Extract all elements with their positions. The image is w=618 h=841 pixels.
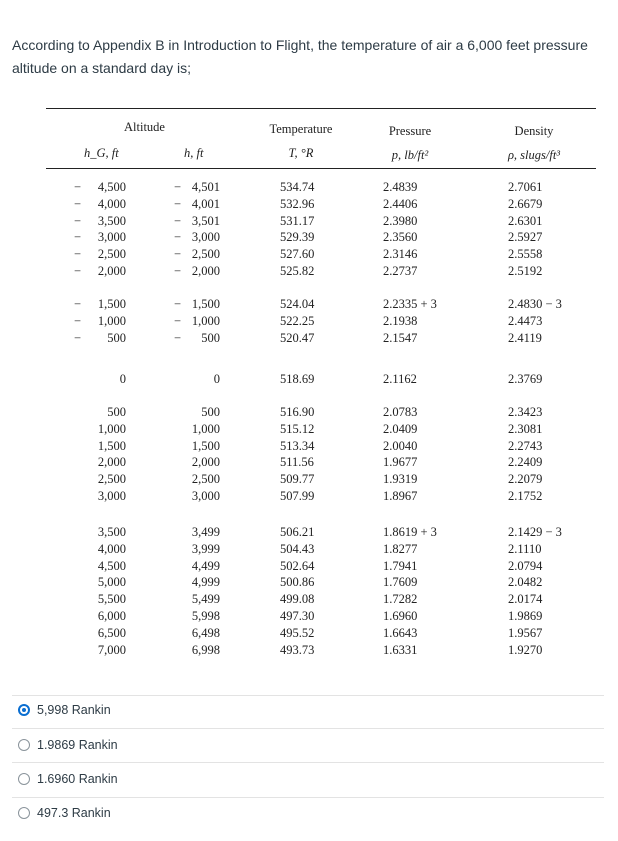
cell-hg: 6,500 [97, 625, 126, 640]
cell-hg: 1,000 [97, 313, 126, 328]
cell-rho: 2.1429 − 3 [508, 525, 562, 539]
cell-t: 497.30 [280, 609, 315, 623]
cell-hg: 6,000 [97, 609, 126, 623]
option-label: 497.3 Rankin [37, 806, 111, 820]
cell-t: 531.17 [280, 213, 315, 228]
cell-t: 529.39 [280, 230, 315, 245]
cell-h: 3,000 [191, 489, 220, 503]
cell-rho: 2.0482 [508, 575, 543, 590]
cell-t: 513.34 [280, 438, 315, 453]
cell-p: 2.1938 [383, 313, 418, 328]
header-altitude: Altitude [124, 120, 165, 134]
cell-rho: 2.3423 [508, 405, 543, 419]
cell-h: 4,999 [191, 575, 220, 590]
cell-h: 1,000 [191, 313, 220, 328]
cell-t: 515.12 [280, 421, 315, 436]
table-header-rule [46, 168, 596, 169]
question-text: According to Appendix B in Introduction to Flight, the temperature of air a 6,000 feet pressure altitude on a standard day is; [12, 37, 588, 76]
cell-rho: 2.2079 [508, 472, 543, 487]
radio-button[interactable] [18, 773, 30, 785]
cell-h: 1,500 [191, 438, 220, 453]
minus-sign: − [74, 330, 82, 345]
cell-h: 2,500 [191, 472, 220, 487]
minus-sign: − [174, 230, 182, 245]
minus-sign: − [174, 297, 182, 311]
cell-p: 1.6960 [383, 609, 418, 623]
cell-h: 1,000 [191, 421, 220, 436]
cell-t: 502.64 [280, 558, 315, 573]
cell-p: 2.0040 [383, 438, 418, 453]
cell-rho: 2.1110 [508, 541, 542, 556]
minus-sign: − [74, 196, 82, 211]
minus-sign: − [174, 247, 182, 262]
cell-h: 4,499 [191, 558, 220, 573]
header-pressure: Pressure [388, 124, 432, 138]
cell-hg: 3,500 [97, 525, 126, 539]
cell-hg: 1,000 [97, 421, 126, 436]
cell-hg: 2,000 [97, 455, 126, 470]
option-divider [12, 762, 604, 763]
cell-hg: 2,000 [97, 264, 126, 278]
cell-h: 500 [201, 405, 220, 419]
cell-h: 3,999 [191, 541, 220, 556]
cell-rho: 2.0794 [508, 558, 543, 573]
minus-sign: − [74, 247, 82, 262]
cell-t: 504.43 [280, 541, 315, 556]
cell-t: 500.86 [280, 575, 315, 590]
minus-sign: − [174, 196, 182, 211]
cell-p: 1.9677 [383, 455, 418, 470]
cell-p: 2.0409 [383, 421, 418, 436]
cell-hg: 3,000 [97, 230, 126, 245]
minus-sign: − [74, 313, 82, 328]
cell-h: 2,500 [191, 247, 220, 262]
cell-h: 4,501 [191, 180, 220, 194]
cell-rho: 2.5192 [508, 264, 543, 278]
cell-h: 3,499 [191, 525, 220, 539]
cell-hg: 4,500 [97, 180, 126, 194]
cell-rho: 2.7061 [508, 180, 543, 194]
header-h: h, ft [184, 146, 204, 160]
cell-rho: 2.3769 [508, 372, 543, 386]
option-2[interactable] [18, 738, 118, 752]
cell-hg: 7,000 [97, 642, 126, 657]
cell-hg: 4,000 [97, 541, 126, 556]
cell-t: 525.82 [280, 264, 315, 278]
cell-t: 532.96 [280, 196, 315, 211]
cell-rho: 2.6679 [508, 196, 543, 211]
minus-sign: − [74, 180, 82, 194]
cell-t: 499.08 [280, 592, 315, 607]
option-label: 1.9869 Rankin [37, 738, 118, 752]
cell-rho: 1.9869 [508, 609, 543, 623]
cell-hg: 500 [107, 330, 126, 345]
cell-t: 524.04 [280, 297, 315, 311]
header-hg: h_G, ft [84, 146, 119, 160]
header-temperature: Temperature [269, 122, 333, 136]
cell-p: 1.6643 [383, 625, 418, 640]
table-top-rule [46, 108, 596, 109]
cell-rho: 2.5927 [508, 230, 543, 245]
cell-h: 3,000 [191, 230, 220, 245]
header-density: Density [514, 124, 554, 138]
cell-t: 527.60 [280, 247, 315, 262]
cell-hg: 2,500 [97, 472, 126, 487]
cell-h: 5,499 [191, 592, 220, 607]
cell-t: 516.90 [280, 405, 315, 419]
option-4[interactable] [18, 806, 111, 820]
cell-rho: 2.2743 [508, 438, 543, 453]
cell-t: 518.69 [280, 372, 315, 386]
cell-rho: 1.9567 [508, 625, 543, 640]
cell-h: 1,500 [191, 297, 220, 311]
minus-sign: − [74, 264, 82, 278]
header-density-unit: ρ, slugs/ft³ [507, 148, 561, 162]
cell-p: 2.1162 [383, 372, 417, 386]
cell-hg: 500 [107, 405, 126, 419]
option-label: 1.6960 Rankin [37, 772, 118, 786]
cell-p: 1.7609 [383, 575, 418, 590]
cell-h: 2,000 [191, 264, 220, 278]
cell-hg: 5,500 [97, 592, 126, 607]
cell-p: 1.6331 [383, 642, 418, 657]
option-divider [12, 728, 604, 729]
cell-hg: 4,000 [97, 196, 126, 211]
cell-h: 6,998 [191, 642, 220, 657]
cell-t: 507.99 [280, 489, 315, 503]
cell-h: 2,000 [191, 455, 220, 470]
cell-p: 2.3980 [383, 213, 418, 228]
cell-rho: 2.5558 [508, 247, 543, 262]
cell-hg: 1,500 [97, 438, 126, 453]
cell-rho: 2.1752 [508, 489, 543, 503]
cell-rho: 2.3081 [508, 421, 543, 436]
cell-t: 511.56 [280, 455, 314, 470]
header-temperature-unit: T, °R [288, 146, 314, 160]
option-divider [12, 797, 604, 798]
appendix-b-table [46, 108, 596, 668]
minus-sign: − [174, 213, 182, 228]
minus-sign: − [74, 213, 82, 228]
radio-button[interactable] [18, 739, 30, 751]
cell-p: 2.2335 + 3 [383, 297, 437, 311]
cell-t: 495.52 [280, 625, 315, 640]
cell-p: 2.2737 [383, 264, 418, 278]
cell-p: 1.7282 [383, 592, 418, 607]
cell-rho: 2.4830 − 3 [508, 297, 562, 311]
cell-p: 2.3146 [383, 247, 418, 262]
cell-p: 2.4406 [383, 196, 418, 211]
option-3[interactable] [18, 772, 118, 786]
option-divider [12, 695, 604, 696]
cell-hg: 4,500 [97, 558, 126, 573]
cell-h: 500 [201, 330, 220, 345]
cell-p: 1.8277 [383, 541, 418, 556]
cell-hg: 3,000 [97, 489, 126, 503]
minus-sign: − [174, 180, 182, 194]
cell-rho: 2.4473 [508, 313, 543, 328]
cell-t: 522.25 [280, 313, 315, 328]
option-label: 5,998 Rankin [37, 703, 111, 717]
cell-p: 2.3560 [383, 230, 418, 245]
minus-sign: − [74, 230, 82, 245]
cell-rho: 2.4119 [508, 330, 542, 345]
cell-h: 4,001 [191, 196, 220, 211]
cell-hg: 0 [119, 372, 126, 386]
cell-h: 0 [213, 372, 220, 386]
cell-p: 1.7941 [383, 558, 418, 573]
minus-sign: − [174, 330, 182, 345]
cell-t: 506.21 [280, 525, 315, 539]
cell-hg: 2,500 [97, 247, 126, 262]
cell-hg: 3,500 [97, 213, 126, 228]
minus-sign: − [174, 264, 182, 278]
cell-t: 520.47 [280, 330, 315, 345]
cell-p: 1.9319 [383, 472, 418, 487]
cell-rho: 2.0174 [508, 592, 543, 607]
header-pressure-unit: p, lb/ft² [391, 148, 429, 162]
cell-rho: 2.2409 [508, 455, 543, 470]
cell-rho: 1.9270 [508, 642, 543, 657]
cell-t: 509.77 [280, 472, 315, 487]
option-1[interactable] [18, 703, 111, 717]
cell-t: 534.74 [280, 180, 315, 194]
cell-p: 2.1547 [383, 330, 418, 345]
radio-button-selected[interactable] [18, 704, 30, 716]
cell-h: 3,501 [191, 213, 220, 228]
cell-h: 5,998 [191, 609, 220, 623]
cell-hg: 5,000 [97, 575, 126, 590]
cell-h: 6,498 [191, 625, 220, 640]
cell-p: 2.0783 [383, 405, 418, 419]
cell-t: 493.73 [280, 642, 315, 657]
cell-rho: 2.6301 [508, 213, 543, 228]
radio-button[interactable] [18, 807, 30, 819]
cell-p: 1.8619 + 3 [383, 525, 437, 539]
cell-hg: 1,500 [97, 297, 126, 311]
cell-p: 2.4839 [383, 180, 418, 194]
cell-p: 1.8967 [383, 489, 418, 503]
minus-sign: − [74, 297, 82, 311]
minus-sign: − [174, 313, 182, 328]
